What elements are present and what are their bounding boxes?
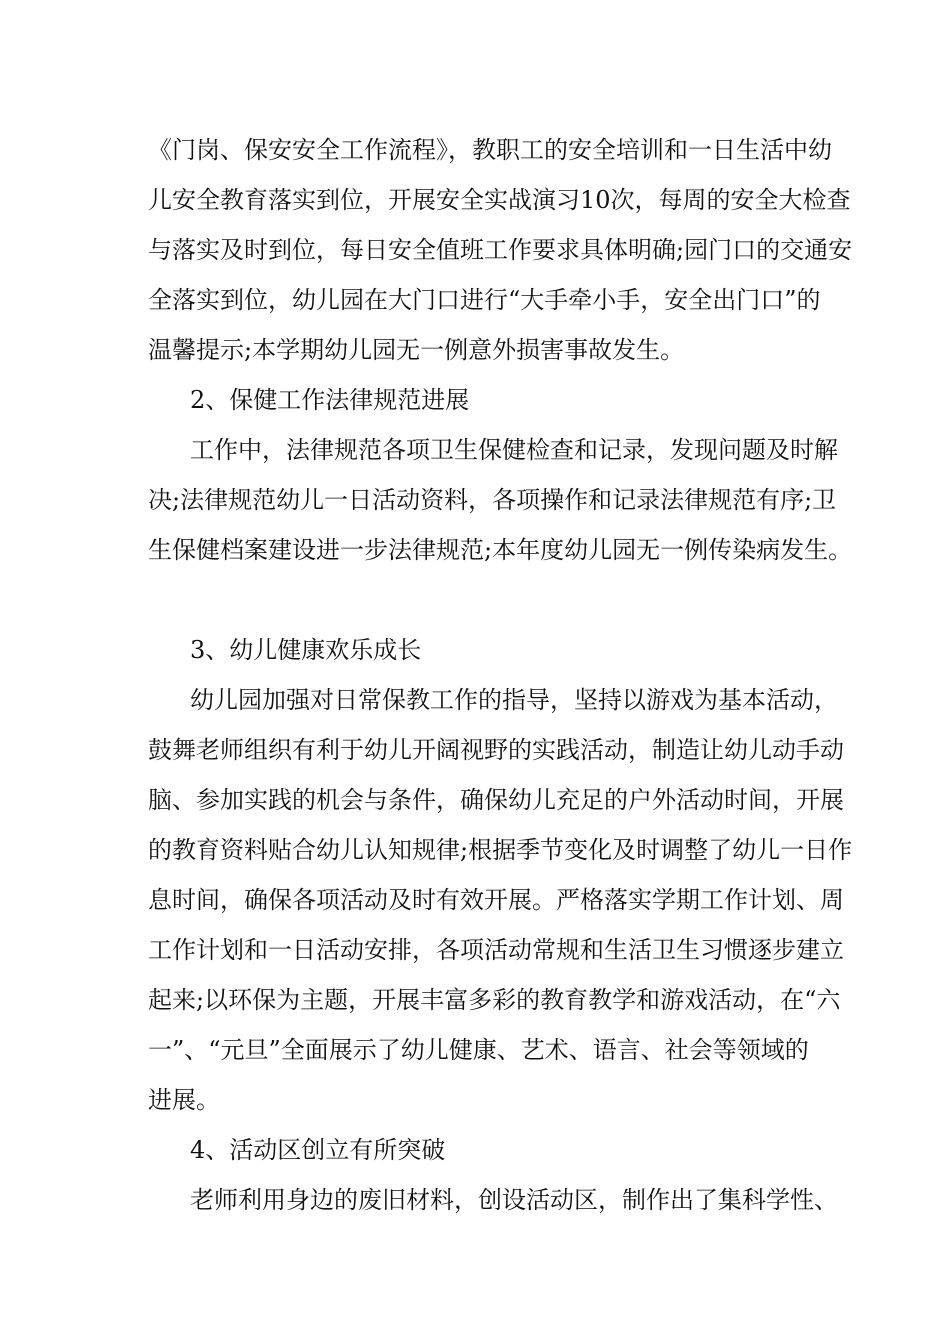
paragraph-line: 生保健档案建设进一步法律规范;本年度幼儿园无一例传染病发生。 (148, 536, 853, 564)
paragraph-line: 儿安全教育落实到位，开展安全实战演习10次，每周的安全大检查 (148, 186, 851, 214)
paragraph-line: 息时间，确保各项活动及时有效开展。严格落实学期工作计划、周 (148, 886, 844, 914)
paragraph-line: 鼓舞老师组织有利于幼儿开阔视野的实践活动，制造让幼儿动手动 (148, 736, 844, 764)
paragraph-line: 全落实到位，幼儿园在大门口进行“大手牵小手，安全出门口”的 (148, 286, 821, 314)
section-heading: 3、幼儿健康欢乐成长 (190, 636, 422, 664)
paragraph-line: 决;法律规范幼儿一日活动资料，各项操作和记录法律规范有序;卫 (148, 486, 837, 514)
paragraph-line: 脑、参加实践的机会与条件，确保幼儿充足的户外活动时间，开展 (148, 786, 844, 814)
paragraph-line: 工作计划和一日活动安排，各项活动常规和生活卫生习惯逐步建立 (148, 936, 844, 964)
section-heading: 4、活动区创立有所突破 (190, 1136, 446, 1164)
paragraph-line: 与落实及时到位，每日安全值班工作要求具体明确;园门口的交通安 (148, 236, 853, 264)
section-heading: 2、保健工作法律规范进展 (190, 386, 470, 414)
paragraph-line: 的教育资料贴合幼儿认知规律;根据季节变化及时调整了幼儿一日作 (148, 836, 853, 864)
paragraph-line: 温馨提示;本学期幼儿园无一例意外损害事故发生。 (148, 336, 685, 364)
paragraph-line: 老师利用身边的废旧材料，创设活动区，制作出了集科学性、 (190, 1186, 838, 1214)
paragraph-line: 起来;以环保为主题，开展丰富多彩的教育教学和游戏活动，在“六 (148, 986, 841, 1014)
paragraph-line: 工作中，法律规范各项卫生保健检查和记录，发现问题及时解 (190, 436, 838, 464)
paragraph-line: 《门岗、保安安全工作流程》，教职工的安全培训和一日生活中幼 (148, 136, 832, 164)
paragraph-line: 进展。 (148, 1086, 220, 1114)
paragraph-line: 幼儿园加强对日常保教工作的指导，坚持以游戏为基本活动， (190, 686, 838, 714)
paragraph-line: 一”、“元旦”全面展示了幼儿健康、艺术、语言、社会等领域的 (148, 1036, 809, 1064)
